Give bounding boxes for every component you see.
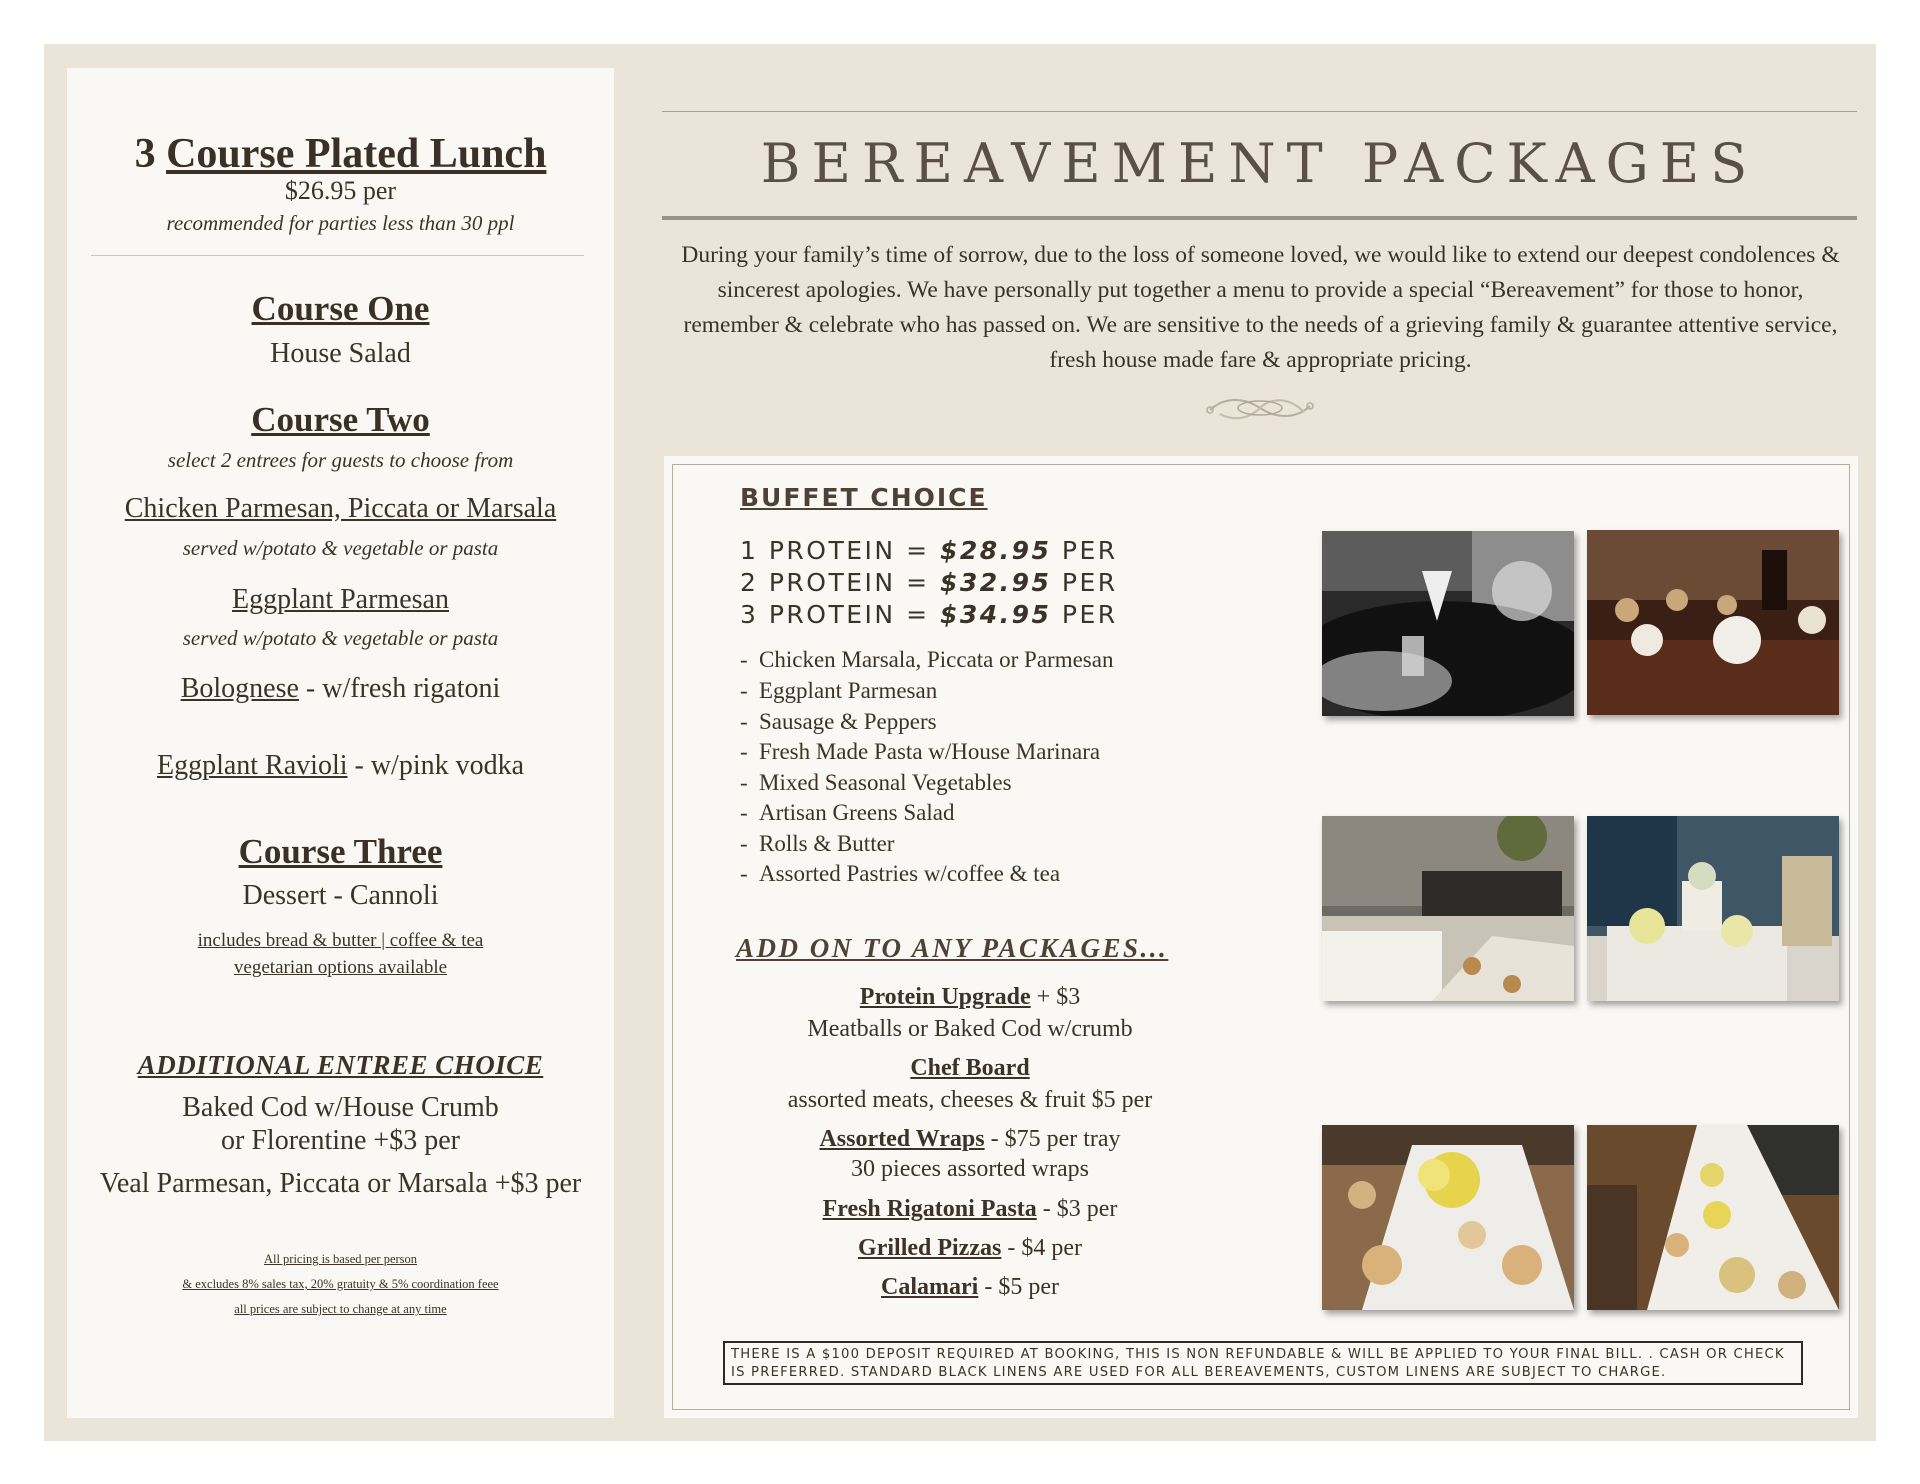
entree-note: served w/potato & vegetable or pasta [182,536,499,560]
addon-name: Chef Board [910,1055,1030,1081]
cake-table-photo [1587,816,1839,1001]
header-rule [662,111,1857,112]
dish-name: Chicken Marsala, Piccata or Parmesan [759,647,1114,672]
addon-detail: assorted meats, cheeses & fruit $5 per [787,1087,1153,1113]
tier-unit: PER [1051,536,1118,565]
dash: - [740,709,748,734]
course-two-note: select 2 entrees for guests to choose from [167,448,514,472]
course-one-item: House Salad [270,338,411,369]
divider [91,255,584,256]
plated-lunch-panel [67,68,614,1418]
course-two-heading: Course Two [251,400,430,439]
title-text: Course Plated Lunch [166,131,547,177]
dash: - [740,770,748,795]
entree-suffix: - w/fresh rigatoni [298,673,501,704]
protein-tier [740,600,1118,629]
dish-name: Assorted Pastries w/coffee & tea [759,861,1061,886]
deposit-notice: THERE IS A $100 DEPOSIT REQUIRED AT BOOKING, THIS IS NON REFUNDABLE & WILL BE APPLIED TO YOUR FINAL BILL. . CASH OR CHECK IS PREFERRED. STANDARD BLACK LINENS ARE USED FOR ALL BEREAVEMENTS, CUSTOM LINENS ARE SUBJECT TO CHARGE. [723,1341,1803,1385]
addon-item [740,1235,1200,1262]
buffet-dish [740,678,937,704]
entree-item [67,750,614,782]
addon-item [740,1126,1200,1153]
entree-suffix: - w/pink vodka [347,750,525,781]
dash: - [740,800,748,825]
course-three-item: Dessert - Cannoli [242,880,439,911]
entree-item [67,584,614,616]
fine-print: All pricing is based per person [263,1252,418,1266]
entree-name: Bolognese [180,673,299,704]
dish-name: Artisan Greens Salad [759,800,955,825]
dish-name: Sausage & Peppers [759,709,937,734]
buffet-dish [740,831,894,857]
dash: - [740,739,748,764]
table-setting-photo [1322,1125,1574,1310]
bereavement-title: BEREAVEMENT PACKAGES [760,132,1759,195]
dish-name: Mixed Seasonal Vegetables [759,770,1012,795]
buffet-dish [740,800,954,826]
buffet-dish [740,739,1100,765]
dash: - [740,861,748,886]
course-one-heading: Course One [251,289,430,328]
header-rule [662,216,1857,220]
addon-item [740,1274,1200,1301]
addon-item [740,1055,1200,1082]
buffet-dish [740,861,1060,887]
addon-name: Calamari [881,1274,979,1300]
lunch-price: $26.95 per [284,176,397,205]
additional-line: Veal Parmesan, Piccata or Marsala +$3 per [99,1168,582,1199]
lunch-recommendation: recommended for parties less than 30 ppl [166,211,515,235]
additional-entree-heading: ADDITIONAL ENTREE CHOICE [137,1050,544,1080]
buffet-choice-title: BUFFET CHOICE [740,483,988,512]
additional-line: or Florentine +$3 per [221,1125,460,1156]
addon-item [740,1196,1200,1223]
dash: - [740,831,748,856]
vegetarian-note: vegetarian options available [233,957,448,978]
protein-tier [740,568,1118,597]
dining-room-photo [1587,530,1839,715]
addon-price: - $75 per tray [984,1126,1121,1152]
tier-label: 2 PROTEIN = [740,568,940,597]
entree-item [67,493,614,525]
addon-detail: Meatballs or Baked Cod w/crumb [807,1016,1133,1042]
addon-name: Assorted Wraps [819,1126,985,1152]
tier-unit: PER [1051,568,1118,597]
title-number: 3 [134,131,156,177]
tier-price: $28.95 [939,536,1052,565]
long-table-photo [1587,1125,1839,1310]
buffet-dish [740,647,1113,673]
entree-item [67,673,614,705]
addon-price: - $4 per [1001,1235,1082,1261]
entree-note: served w/potato & vegetable or pasta [182,626,499,650]
course-three-heading: Course Three [238,832,443,871]
addon-name: Protein Upgrade [859,984,1031,1010]
add-on-title: ADD ON TO ANY PACKAGES... [736,933,1169,963]
bereavement-intro: During your family’s time of sorrow, due to the loss of someone loved, we would like to extend our deepest condolences & sincerest apologies. We have personally put together a menu to provide a special “Bereavement” for those to honor, remember & celebrate who has passed on. We are sensitive to the needs of a grieving family & guarantee attentive service, fresh house made fare & appropriate pricing. [681,242,1840,373]
dish-name: Eggplant Parmesan [759,678,938,703]
tier-price: $32.95 [939,568,1052,597]
addon-price: + $3 [1030,984,1081,1010]
additional-line: Baked Cod w/House Crumb [182,1092,499,1123]
restaurant-interior-photo [1322,816,1574,1001]
tier-price: $34.95 [939,600,1052,629]
addon-detail: 30 pieces assorted wraps [851,1156,1089,1182]
includes-note: includes bread & butter | coffee & tea [197,930,484,951]
flourish-ornament [1200,388,1320,428]
fine-print: all prices are subject to change at any time [234,1302,447,1316]
addon-item [740,984,1200,1011]
buffet-dish [740,770,1012,796]
dining-photo-bw [1322,531,1574,716]
tier-unit: PER [1051,600,1118,629]
dish-name: Fresh Made Pasta w/House Marinara [759,739,1101,764]
dash: - [740,678,748,703]
entree-name: Eggplant Ravioli [156,750,348,781]
addon-name: Grilled Pizzas [858,1235,1002,1261]
addon-price: - $3 per [1036,1196,1118,1222]
dash: - [740,647,748,672]
entree-name: Chicken Parmesan, Piccata or Marsala [124,493,557,524]
tier-label: 1 PROTEIN = [740,536,940,565]
addon-name: Fresh Rigatoni Pasta [822,1196,1037,1222]
addon-price: - $5 per [978,1274,1059,1300]
dish-name: Rolls & Butter [759,831,895,856]
tier-label: 3 PROTEIN = [740,600,940,629]
buffet-dish [740,709,937,735]
entree-name: Eggplant Parmesan [232,584,449,615]
protein-tier [740,536,1118,565]
plated-lunch-title [67,130,614,178]
fine-print: & excludes 8% sales tax, 20% gratuity & 5% coordination feee [182,1277,499,1291]
